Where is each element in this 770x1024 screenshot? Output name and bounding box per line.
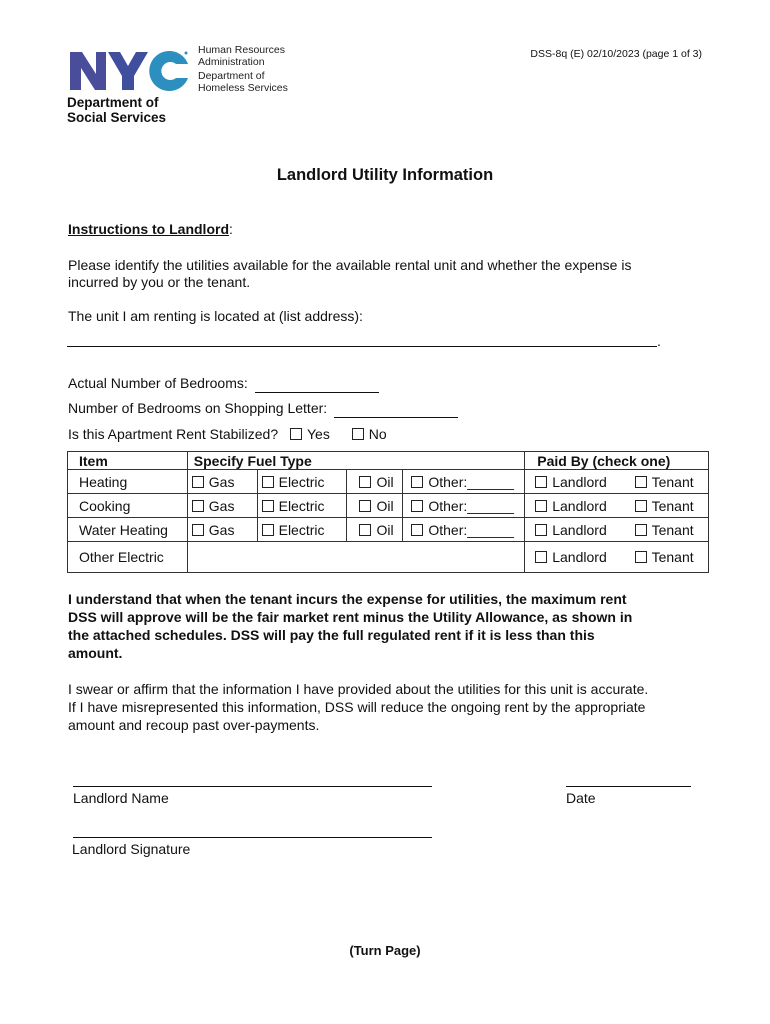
electric-checkbox[interactable] — [262, 500, 274, 512]
electric-checkbox[interactable] — [262, 524, 274, 536]
tenant-checkbox[interactable] — [635, 524, 647, 536]
bedrooms-actual-row: Actual Number of Bedrooms: — [68, 375, 379, 393]
gas-checkbox[interactable] — [192, 524, 204, 536]
row-item: Cooking — [68, 494, 188, 518]
bedrooms-actual-input[interactable] — [255, 375, 379, 393]
tenant-checkbox[interactable] — [635, 500, 647, 512]
date-label: Date — [566, 790, 596, 806]
rent-stabilized-no-checkbox[interactable] — [352, 428, 364, 440]
tenant-checkbox[interactable] — [635, 476, 647, 488]
date-line[interactable] — [566, 786, 691, 787]
instructions-heading: Instructions to Landlord: — [68, 221, 233, 237]
gas-checkbox[interactable] — [192, 500, 204, 512]
landlord-signature-label: Landlord Signature — [72, 841, 191, 857]
electric-checkbox[interactable] — [262, 476, 274, 488]
oil-checkbox[interactable] — [359, 524, 371, 536]
table-row: Water Heating Gas Electric Oil Other:______ Landlord Tenant — [68, 518, 709, 542]
landlord-checkbox[interactable] — [535, 524, 547, 536]
address-prompt: The unit I am renting is located at (list address): — [68, 308, 363, 324]
rent-stabilized-row: Is this Apartment Rent Stabilized? Yes No — [68, 426, 387, 442]
other-checkbox[interactable] — [411, 500, 423, 512]
utility-allowance-statement: I understand that when the tenant incurs the expense for utilities, the maximum rent DSS will approve will be the fair market rent minus the Utility Allowance, as shown in the attached schedules. DSS will pay the full regulated rent if it is less than this amount. — [68, 591, 633, 661]
other-electric-blank — [187, 542, 524, 573]
other-checkbox[interactable] — [411, 476, 423, 488]
agency-logo — [64, 44, 296, 128]
form-code: DSS-8q (E) 02/10/2023 (page 1 of 3) — [530, 48, 702, 60]
landlord-name-label: Landlord Name — [73, 790, 169, 806]
header-item: Item — [68, 452, 188, 470]
bedrooms-letter-row: Number of Bedrooms on Shopping Letter: — [68, 400, 458, 418]
turn-page-note: (Turn Page) — [349, 943, 421, 958]
row-item: Water Heating — [68, 518, 188, 542]
landlord-checkbox[interactable] — [535, 500, 547, 512]
dept-name: Department of Social Services — [67, 95, 167, 125]
other-checkbox[interactable] — [411, 524, 423, 536]
bedrooms-letter-input[interactable] — [334, 400, 458, 418]
address-input-line[interactable] — [67, 346, 657, 347]
tenant-checkbox[interactable] — [635, 551, 647, 563]
address-period: . — [657, 333, 661, 349]
page-title: Landlord Utility Information — [276, 166, 494, 184]
table-row: Heating Gas Electric Oil Other:______ Landlord Tenant — [68, 470, 709, 494]
nyc-logo-icon — [68, 48, 190, 92]
oil-checkbox[interactable] — [359, 476, 371, 488]
landlord-signature-line[interactable] — [73, 837, 432, 838]
table-row: Cooking Gas Electric Oil Other:______ Landlord Tenant — [68, 494, 709, 518]
header-fuel-type: Specify Fuel Type — [187, 452, 524, 470]
utility-table — [67, 451, 709, 573]
header-paid-by: Paid By (check one) — [525, 452, 709, 470]
instructions-text: Please identify the utilities available for the available rental unit and whether the expense is incurred by you or the tenant. — [68, 257, 632, 290]
row-item: Heating — [68, 470, 188, 494]
rent-stabilized-yes-checkbox[interactable] — [290, 428, 302, 440]
landlord-name-line[interactable] — [73, 786, 432, 787]
oil-checkbox[interactable] — [359, 500, 371, 512]
table-header-row — [68, 452, 709, 470]
landlord-checkbox[interactable] — [535, 551, 547, 563]
agency-names: Human Resources Administration Department of Homeless Services — [198, 44, 288, 94]
landlord-checkbox[interactable] — [535, 476, 547, 488]
table-row: Other Electric Landlord Tenant — [68, 542, 709, 573]
gas-checkbox[interactable] — [192, 476, 204, 488]
affirmation-text: I swear or affirm that the information I have provided about the utilities for this unit is accurate. If I have misrepresented this information, DSS will reduce the ongoing rent by the appropriate amount and recoup past over-payments. — [68, 681, 649, 733]
row-item: Other Electric — [68, 542, 188, 573]
